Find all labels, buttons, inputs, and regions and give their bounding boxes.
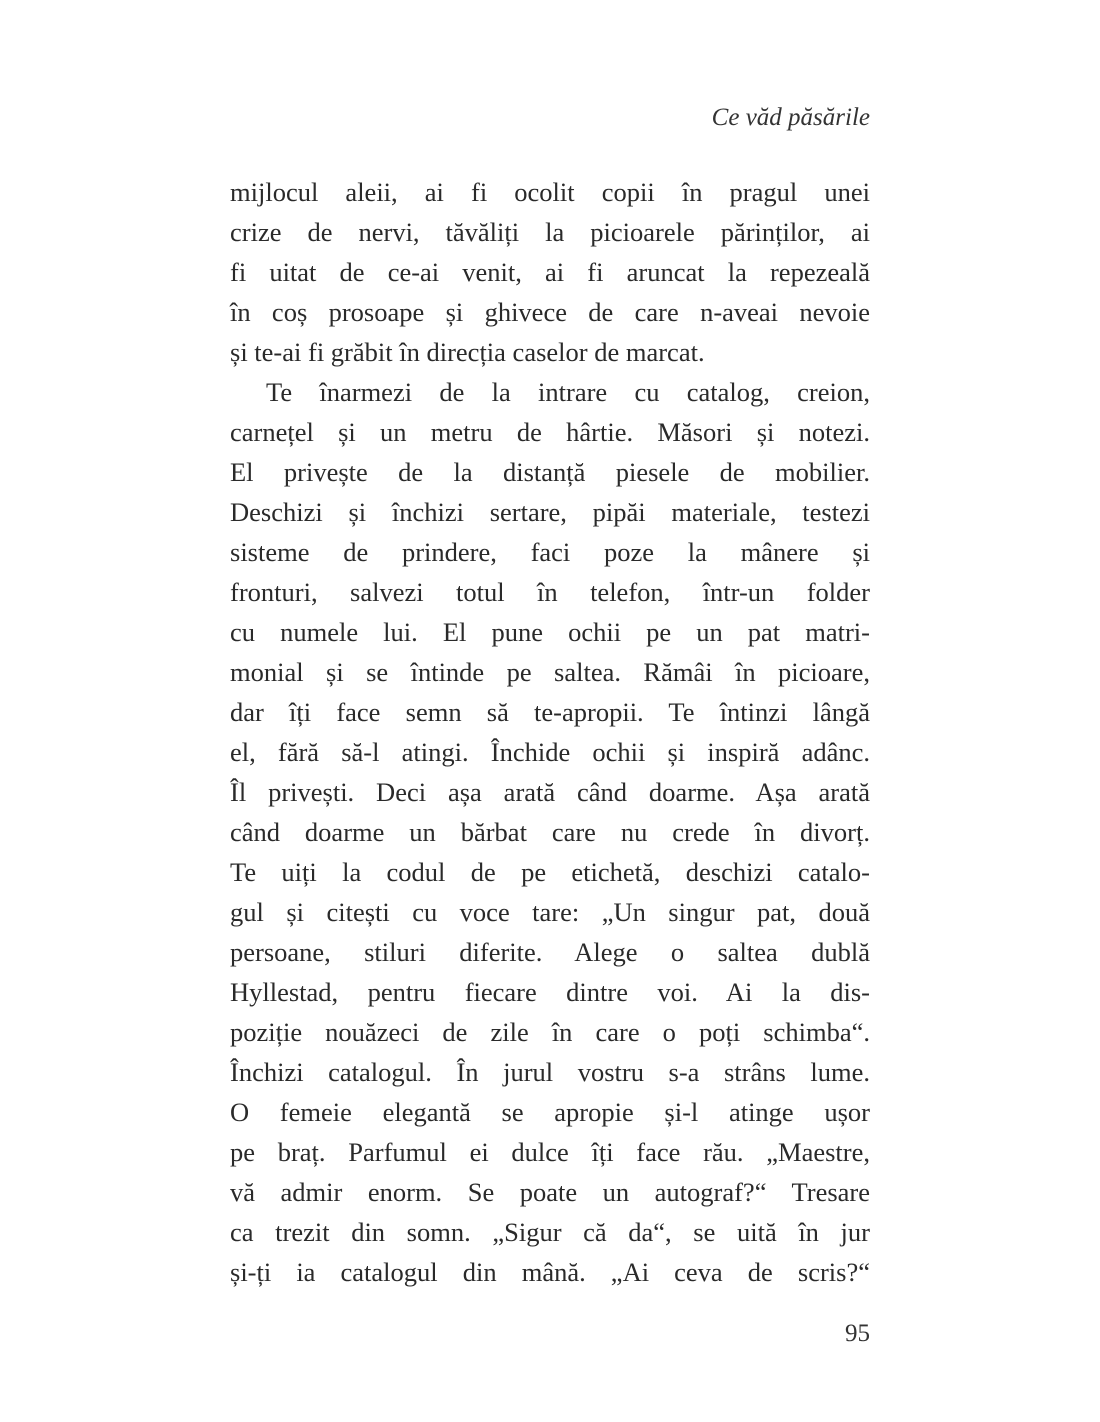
text-line: mijlocul aleii, ai fi ocolit copii în pragul unei [230,177,870,207]
text-line: O femeie elegantă se apropie și-l atinge ușor [230,1097,870,1127]
text-line: fronturi, salvezi totul în telefon, într-un folder [230,577,870,607]
text-line: vă admir enorm. Se poate un autograf?“ Tresare [230,1177,870,1207]
text-line: dar îți face semn să te-apropii. Te întinzi lângă [230,697,870,727]
text-line: și-ți ia catalogul din mână. „Ai ceva de scris?“ [230,1257,870,1287]
text-line: Hyllestad, pentru fiecare dintre voi. Ai la dis- [230,977,870,1007]
text-line: gul și citești cu voce tare: „Un singur pat, două [230,897,870,927]
text-line: ca trezit din somn. „Sigur că da“, se uită în jur [230,1217,870,1247]
text-line: când doarme un bărbat care nu crede în divorț. [230,817,870,847]
text-line: pe braț. Parfumul ei dulce îți face rău. „Maestre, [230,1137,870,1167]
text-line: monial și se întinde pe saltea. Rămâi în picioare, [230,657,870,687]
text-line: Te uiți la codul de pe etichetă, deschizi catalo- [230,857,870,887]
text-line: Închizi catalogul. În jurul vostru s-a strâns lume. [230,1057,870,1087]
text-line: cu numele lui. El pune ochii pe un pat matri- [230,617,870,647]
text-line: persoane, stiluri diferite. Alege o saltea dublă [230,937,870,967]
text-line: Deschizi și închizi sertare, pipăi materiale, testezi [230,497,870,527]
text-line: și te-ai fi grăbit în direcția caselor de marcat. [230,337,705,367]
paragraph [230,372,870,1292]
page-number: 95 [845,1320,870,1347]
text-line: Te înarmezi de la intrare cu catalog, creion, [266,377,870,407]
text-line: poziție nouăzeci de zile în care o poți schimba“. [230,1017,870,1047]
text-line: el, fără să-l atingi. Închide ochii și inspiră adânc. [230,737,870,767]
text-line: crize de nervi, tăvăliți la picioarele părinților, ai [230,217,870,247]
text-line: sisteme de prindere, faci poze la mânere și [230,537,870,567]
running-head-title: Ce văd păsările [711,104,870,131]
text-line: fi uitat de ce-ai venit, ai fi aruncat la repezeală [230,257,870,287]
text-line: El privește de la distanță piesele de mobilier. [230,457,870,487]
paragraph [230,172,870,372]
body-text [230,172,870,1292]
text-line: în coș prosoape și ghivece de care n-aveai nevoie [230,297,870,327]
text-line: Îl privești. Deci așa arată când doarme. Așa arată [230,777,870,807]
text-line: carnețel și un metru de hârtie. Măsori și notezi. [230,417,870,447]
